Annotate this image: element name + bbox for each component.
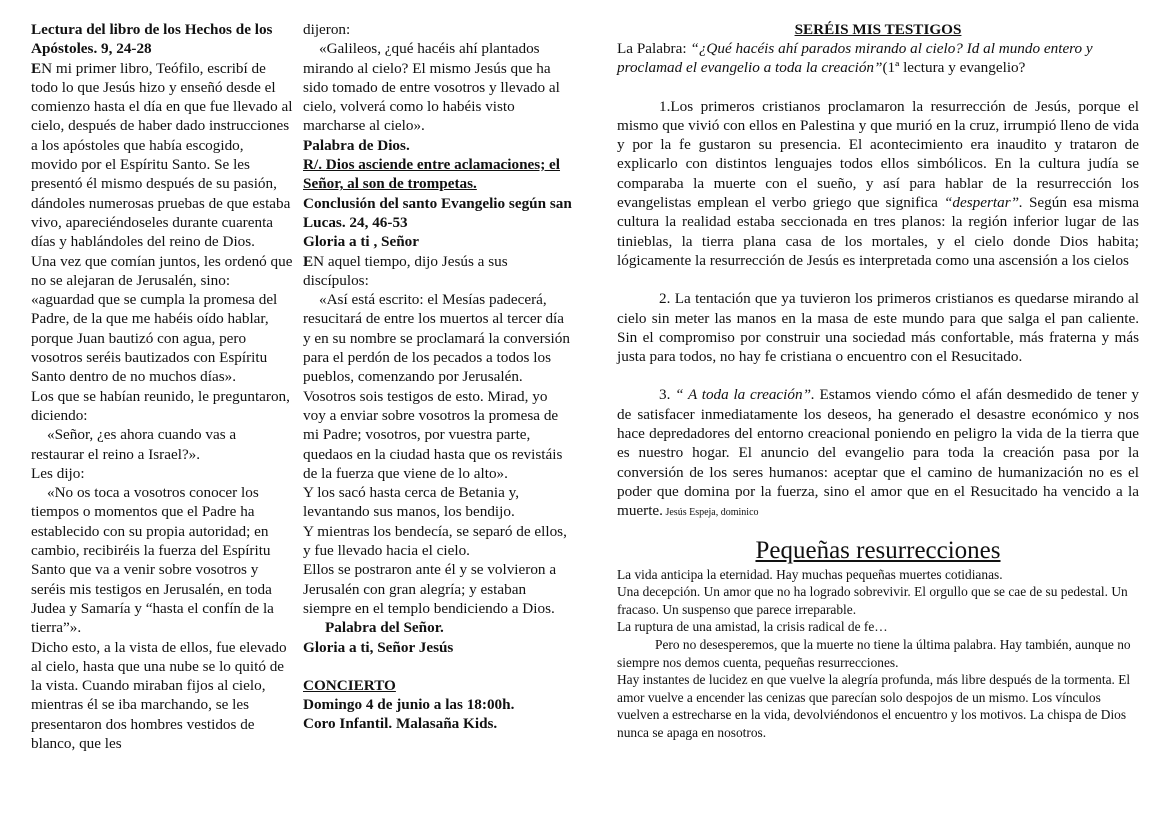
- resurrections-line: Una decepción. Un amor que no ha logrado sobrevivir. El orgullo que se cae de su pedestal. Un fracaso. Un suspenso que parece irreparable.: [617, 584, 1128, 617]
- first-reading-paragraph: «Señor, ¿es ahora cuando vas a restaurar el reino a Israel?».: [31, 426, 237, 463]
- reflection-column: [617, 20, 1139, 741]
- first-reading-paragraph: Dicho esto, a la vista de ellos, fue elevado al cielo, hasta que una nube se lo quitó de la vista. Cuando miraban fijos al cielo, mientras él se iba marchando, se les presentaron dos hombres vestidos de blanco, que les: [31, 638, 287, 752]
- intro-note: (1ª lectura y evangelio?: [882, 59, 1026, 77]
- palabra-del-senor: Palabra del Señor.: [325, 619, 444, 637]
- first-reading-paragraph: Les dijo:: [31, 464, 85, 482]
- first-reading-paragraph: [31, 59, 293, 252]
- reading-quote: «Galileos, ¿qué hacéis ahí plantados mirando al cielo? El mismo Jesús que ha sido tomado de entre vosotros y llevado al cielo, volverá como lo habéis visto marcharse al cielo».: [303, 40, 560, 135]
- small-resurrections-title: Pequeñas resurrecciones: [755, 536, 1001, 564]
- gospel-paragraph: «Así está escrito: el Mesías padecerá, resucitará de entre los muertos al tercer día y en su nombre se proclamará la conversión para el perdón de los pecados a todos los pueblos, comenzando por Jerusalén.: [303, 291, 570, 386]
- gospel-paragraph: Vosotros sois testigos de esto. Mirad, yo voy a enviar sobre vosotros la promesa de mi Padre; vosotros, por vuestra parte, quedaos en la ciudad hasta que os revistáis de la fuerza que viene de lo alto».: [303, 387, 563, 482]
- gospel-paragraph: Y los sacó hasta cerca de Betania y, levantando sus manos, los bendijo.: [303, 484, 520, 521]
- gospel-column: [303, 20, 573, 734]
- first-reading-paragraph: Los que se habían reunido, le preguntaron, diciendo:: [31, 387, 290, 424]
- first-reading-paragraph: «No os toca a vosotros conocer los tiempos o momentos que el Padre ha establecido con su propia autoridad; en cambio, recibiréis la fuerza del Espíritu Santo que va a venir sobre vosotros y seréis mis testigos en Jerusalén, en toda Judea y Samaría y “hasta el confín de la tierra”».: [31, 484, 274, 637]
- gloria-line: Gloria a ti, Señor Jesús: [303, 638, 454, 656]
- paragraph-text: Estamos viendo cómo el afán desmedido de tener y de satisfacer inmediatamente los deseos, ha generado el desastre económico y nos hace depredadores del entorno creacional poniendo en peligro la vida de la tierra que es nuestro hogar. El anuncio del evangelio para toda la creación pasa por la conversión de los seres humanos: aceptar que el camino de humanización no es el poder que domina por la fuerza, sino el amor que en el Resucitado ha vencido a la muerte.: [617, 386, 1140, 520]
- paragraph-italic: “ A toda la creación”.: [675, 386, 815, 404]
- point-number: 3.: [659, 386, 676, 404]
- resurrections-line: Pero no desesperemos, que la muerte no tiene la última palabra. Hay también, aunque no siempre nos demos cuenta, pequeñas resurrecciones.: [617, 636, 1131, 670]
- reading-continuation: dijeron:: [303, 21, 351, 38]
- concert-date: Domingo 4 de junio a las 18:00h.: [303, 696, 515, 714]
- paragraph-text: 1.Los primeros cristianos proclamaron la resurrección de Jesús, porque el mismo que vivió con ellos en Palestina y que murió en la cruz, irrumpió lleno de vida y por la fe gustaron su presencia. El acontecimiento era inaudito y trataron de explicarlo con distintos lenguajes todos ellos simbólicos. En la cultura judía se comparaba la muerte con el sueño, y así para hablar de la resurrección los evangelistas emplean el verbo griego que significa: [617, 97, 1139, 212]
- small-resurrections-text: [617, 566, 1139, 742]
- drop-cap: E: [31, 59, 42, 77]
- drop-cap: E: [303, 252, 314, 270]
- reflection-intro: [617, 39, 1139, 78]
- resurrections-line: La vida anticipa la eternidad. Hay muchas pequeñas muertes cotidianas.: [617, 566, 1003, 582]
- psalm-response: R/. Dios asciende entre aclamaciones; el Señor, al son de trompetas.: [303, 156, 561, 193]
- gospel-paragraph: [303, 560, 573, 637]
- palabra-de-dios: Palabra de Dios.: [303, 136, 410, 154]
- paragraph-text: N mi primer libro, Teófilo, escribí de todo lo que Jesús hizo y enseñó desde el comienzo hasta el día en que fue llevado al cielo, después de haber dado instrucciones a los apóstoles que había escogido, movido por el Espíritu Santo. Se les presentó él mismo después de su pasión, dándoles numerosas pruebas de que estaba vivo, apareciéndoseles durante cuarenta días y hablándoles del reino de Dios.: [31, 59, 293, 251]
- resurrections-line: Hay instantes de lucidez en que vuelve la alegría profunda, más libre después de la tormenta. El amor vuelve a encender las cenizas que parecían solo despojos de un mismo. Los vínculos vuelven a estrecharse en la vida, devolviéndonos el encuentro y los motivos. La chispa de Dios nunca se apaga en nosotros.: [617, 672, 1131, 740]
- paragraph-text: Según esa misma cultura la realidad estaba seccionada en tres planos: la región inferior lugar de las tinieblas, la tierra plana casa de los mortales, y el cielo donde Dios habita; lógicamente la resurrección de Jesús es interpretada como una ascensión a los cielos: [617, 194, 1140, 269]
- author-credit: Jesús Espeja, dominico: [662, 507, 759, 519]
- first-reading-paragraph: Una vez que comían juntos, les ordenó que no se alejaran de Jerusalén, sino: «aguardad que se cumpla la promesa del Padre, de la que me habéis oído hablar, porque Juan bautizó con agua, pero vosotros seréis bautizados con Espíritu Santo dentro de no muchos días».: [31, 252, 293, 386]
- concert-choir: Coro Infantil. Malasaña Kids.: [303, 715, 498, 733]
- resurrections-line: La ruptura de una amistad, la crisis radical de fe…: [617, 619, 888, 635]
- paragraph-text: Ellos se postraron ante él y se volvieron a Jerusalén con gran alegría; y estaban siempre en el templo bendiciendo a Dios.: [303, 561, 557, 617]
- concert-heading: CONCIERTO: [303, 676, 396, 694]
- reflection-point-2: 2. La tentación que ya tuvieron los primeros cristianos es quedarse mirando al cielo sin meter las manos en la masa de este mundo para que salga el pan caliente. Sin el compromiso por construir una sociedad más confortable, más fraterna y más justa para todos, no hay fe cristiana o encuentro con el Resucitado.: [617, 290, 1139, 366]
- gospel-paragraph: Y mientras los bendecía, se separó de ellos, y fue llevado hacia el cielo.: [303, 522, 567, 560]
- paragraph-text: N aquel tiempo, dijo Jesús a sus discípulos:: [303, 252, 508, 289]
- paragraph-italic: “despertar”.: [943, 194, 1023, 212]
- first-reading-heading: Lectura del libro de los Hechos de los Apóstoles. 9, 24-28: [31, 21, 273, 58]
- gospel-paragraph: [303, 252, 573, 291]
- reflection-point-1: [617, 97, 1139, 271]
- gospel-heading: Conclusión del santo Evangelio según san Lucas. 24, 46-53: [303, 194, 572, 231]
- intro-quote: “¿Qué hacéis ahí parados mirando al cielo? Id al mundo entero y proclamad el evangelio a toda la creación”: [617, 40, 1093, 77]
- gloria-line: Gloria a ti , Señor: [303, 233, 420, 251]
- first-reading-column: [31, 20, 293, 753]
- reflection-point-3: [617, 385, 1139, 522]
- intro-label: La Palabra:: [617, 40, 691, 57]
- reflection-title: SERÉIS MIS TESTIGOS: [794, 21, 962, 38]
